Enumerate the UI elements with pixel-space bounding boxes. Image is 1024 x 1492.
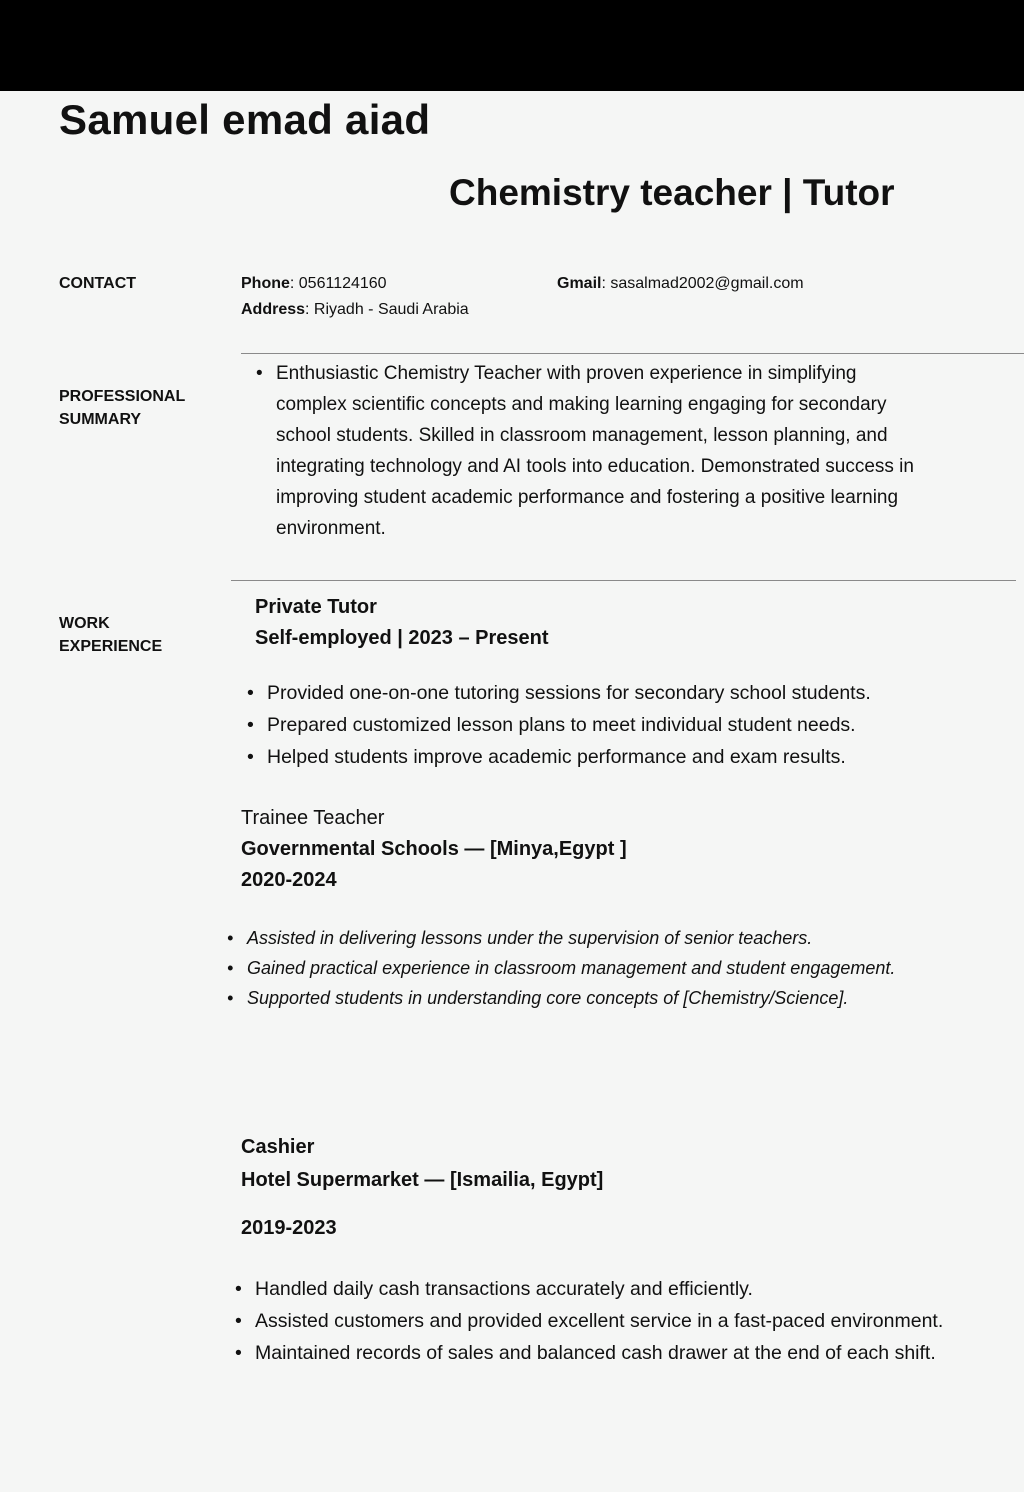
- address-line: Address: Riyadh - Saudi Arabia: [241, 301, 469, 318]
- top-black-bar: [0, 0, 1024, 91]
- address-value: Riyadh - Saudi Arabia: [313, 301, 469, 318]
- job-org: Governmental Schools — [Minya,Egypt ]: [241, 838, 627, 860]
- list-item: • Provided one-on-one tutoring sessions for secondary school students.: [247, 677, 1017, 709]
- phone-label: Phone: [241, 275, 290, 292]
- divider-top: [241, 353, 1024, 354]
- job-trainee-teacher-bullets: [227, 923, 927, 1013]
- experience-heading: [59, 612, 162, 658]
- summary-heading-line2: SUMMARY: [59, 411, 142, 428]
- job-org: Self-employed | 2023 – Present: [255, 627, 549, 649]
- gmail-value: sasalmad2002@gmail.com: [610, 275, 804, 292]
- phone-value: 0561124160: [298, 275, 387, 292]
- candidate-name: Samuel emad aiad: [59, 96, 431, 143]
- list-item: • Handled daily cash transactions accurately and efficiently.: [235, 1273, 975, 1305]
- job-org: Hotel Supermarket — [Ismailia, Egypt]: [241, 1169, 604, 1191]
- divider-bottom: [231, 580, 1016, 581]
- job-role: Private Tutor: [255, 596, 377, 618]
- job-years: 2020-2024: [241, 869, 337, 891]
- address-label: Address: [241, 301, 306, 318]
- list-item: • Assisted customers and provided excellent service in a fast-paced environment.: [235, 1305, 975, 1337]
- job-cashier: [241, 1132, 603, 1244]
- list-item: • Helped students improve academic performance and exam results.: [247, 741, 1017, 773]
- contact-heading: CONTACT: [59, 275, 137, 292]
- job-trainee-teacher: [241, 803, 627, 896]
- list-item: • Maintained records of sales and balanced cash drawer at the end of each shift.: [235, 1337, 975, 1369]
- phone-line: Phone: 0561124160: [241, 275, 387, 292]
- list-item: • Supported students in understanding core concepts of [Chemistry/Science].: [227, 983, 927, 1013]
- experience-heading-line1: WORK: [59, 615, 110, 632]
- experience-heading-line2: EXPERIENCE: [59, 638, 163, 655]
- list-item: • Gained practical experience in classroom management and student engagement.: [227, 953, 927, 983]
- list-item: • Prepared customized lesson plans to meet individual student needs.: [247, 709, 1017, 741]
- job-years: 2019-2023: [241, 1217, 337, 1239]
- summary-text: • Enthusiastic Chemistry Teacher with proven experience in simplifying complex scientific concepts and making learning engaging for secondary school students. Skilled in classroom management, lesson planning, and integrating technology and AI tools into education. Demonstrated success in improving student academic performance and fostering a positive learning environment.: [256, 358, 916, 544]
- gmail-line: Gmail: sasalmad2002@gmail.com: [557, 275, 804, 292]
- job-role: Cashier: [241, 1136, 315, 1158]
- job-private-tutor: [255, 592, 549, 654]
- job-role: Trainee Teacher: [241, 807, 385, 829]
- job-private-tutor-bullets: [247, 677, 1017, 773]
- gmail-label: Gmail: [557, 275, 602, 292]
- summary-heading: [59, 385, 185, 431]
- summary-heading-line1: PROFESSIONAL: [59, 388, 186, 405]
- job-title: Chemistry teacher | Tutor: [449, 172, 895, 213]
- list-item: • Assisted in delivering lessons under the supervision of senior teachers.: [227, 923, 927, 953]
- job-cashier-bullets: [235, 1273, 975, 1369]
- summary-list: [256, 358, 916, 544]
